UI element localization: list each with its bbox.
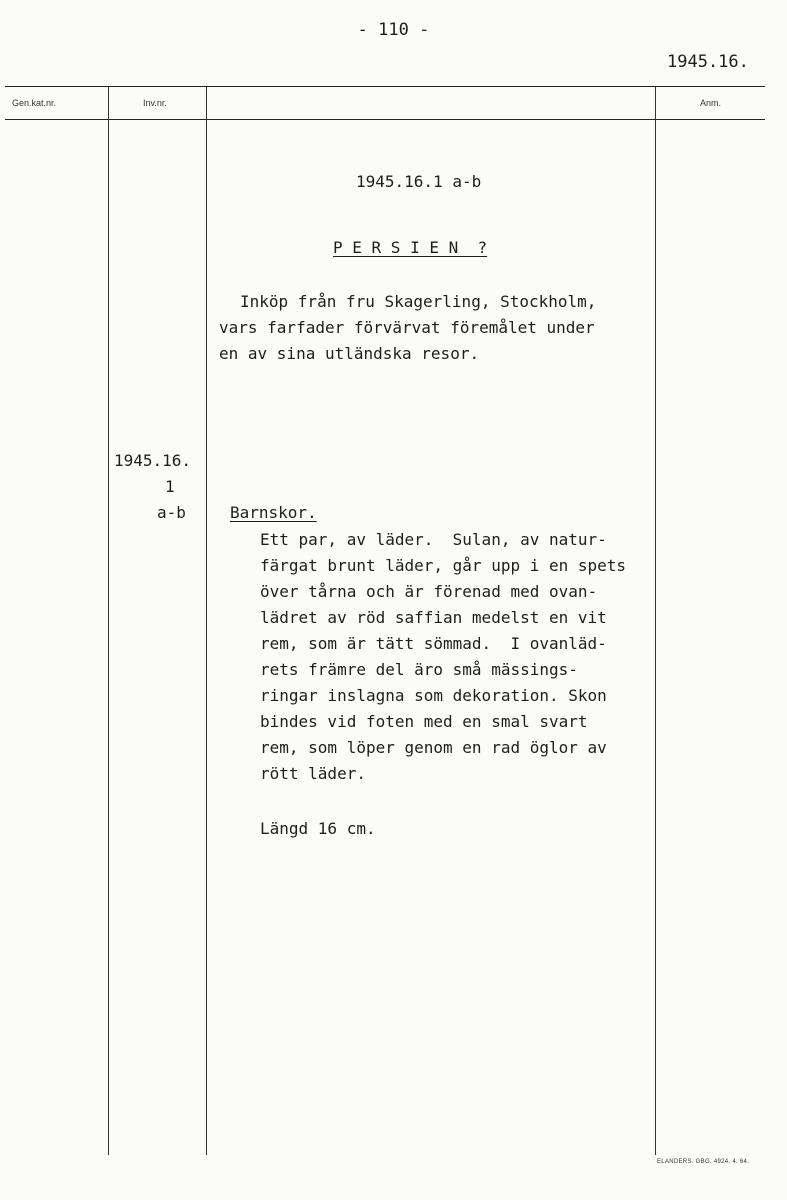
entry-number-title: 1945.16.1 a-b [356,172,482,191]
provenance-line: Inköp från fru Skagerling, Stockholm, [240,292,597,311]
description-line: rets främre del äro små mässings- [260,660,578,679]
description-line: rem, som löper genom en rad öglor av [260,738,607,757]
inv-number: 1945.16. [114,451,192,470]
description-line: Ett par, av läder. Sulan, av natur- [260,530,607,549]
object-name: Barnskor. [230,503,317,522]
column-divider-inv [206,87,207,1155]
column-header-anm: Anm. [700,98,722,108]
catalog-reference: 1945.16. [667,52,749,72]
column-divider-gen-kat [108,87,109,1155]
description-line: färgat brunt läder, går upp i en spets [260,556,627,575]
provenance-line: en av sina utländska resor. [219,344,480,363]
description-line: bindes vid foten med en smal svart [260,712,588,731]
inv-number-parts: a-b [157,503,186,522]
entry-origin: P E R S I E N ? [333,238,488,257]
description-line: rem, som är tätt sömmad. I ovanläd- [260,634,607,653]
description-line: över tårna och är förenad med ovan- [260,582,598,601]
description-line: ringar inslagna som dekoration. Skon [260,686,607,705]
column-divider-anm [655,87,656,1155]
description-line: lädret av röd saffian medelst en vit [260,608,607,627]
column-header-gen-kat: Gen.kat.nr. [12,98,57,108]
page-number: - 110 - [357,20,430,40]
object-length: Längd 16 cm. [260,819,376,838]
printer-imprint: ELANDERS. GBG. 4924. 4. 64. [657,1159,750,1165]
inv-number-sub: 1 [165,477,175,496]
description-line: rött läder. [260,764,366,783]
provenance-line: vars farfader förvärvat föremålet under [219,318,595,337]
header-top-rule [5,86,765,87]
column-header-inv: Inv.nr. [143,98,167,108]
header-bottom-rule [5,119,765,120]
